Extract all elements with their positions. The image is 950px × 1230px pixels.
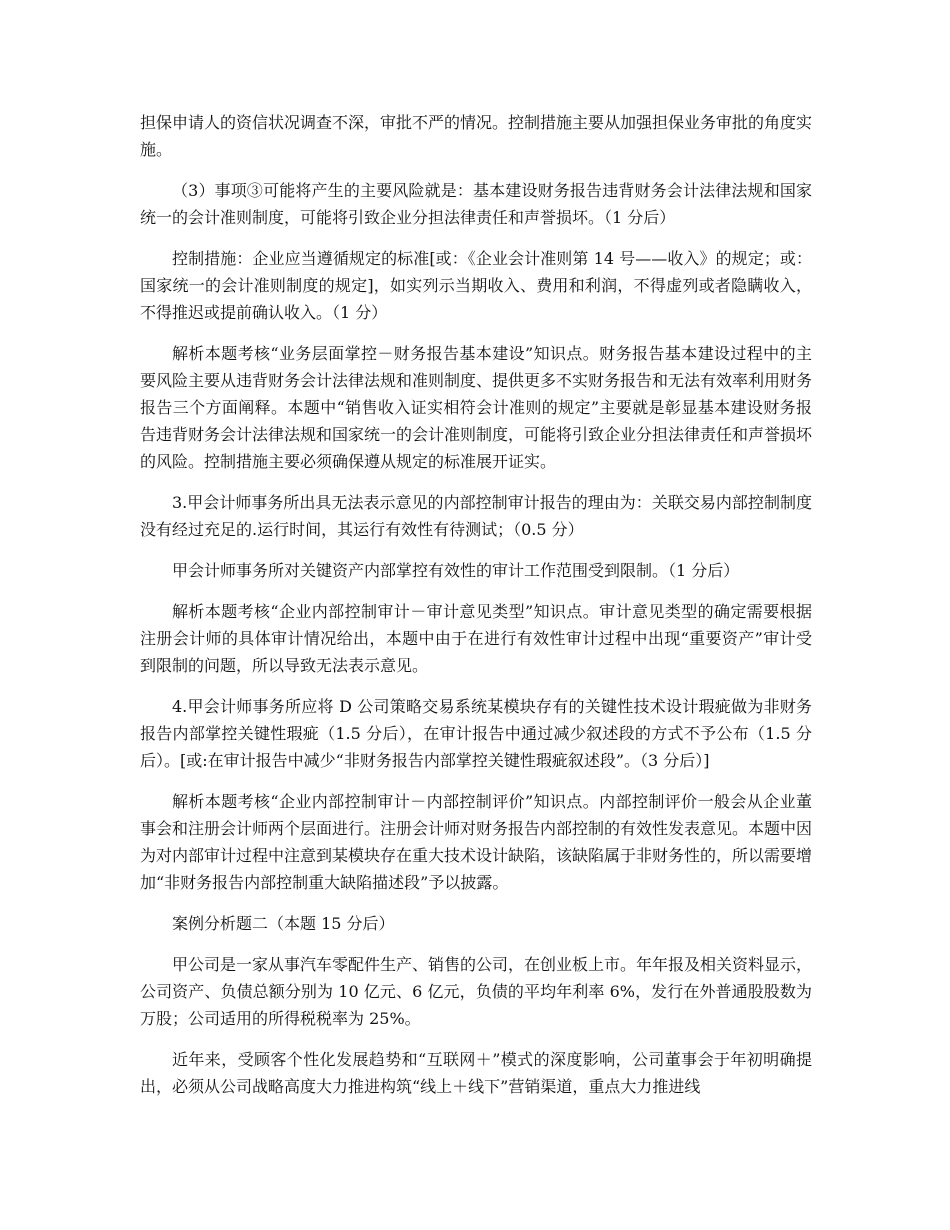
paragraph-item-3-control-measures: 控制措施：企业应当遵循规定的标准[或：《企业会计准则第 14 号——收入》的规定；或：国家统一的会计准则制度的规定]，如实列示当期收入、费用和利润，不得虚列或者隐瞒收入，不得推迟或提前确认收入。（1 分） [140, 249, 812, 322]
paragraph-question-4-analysis: 解析本题考核“企业内部控制审计－内部控制评价”知识点。内部控制评价一般会从企业董事会和注册会计师两个层面进行。注册会计师对财务报告内部控制的有效性发表意见。本题中因为对内部审计过程中注意到某模块存在重大技术设计缺陷，该缺陷属于非财务性的，所以需要增加“非财务报告内部控制重大缺陷描述段”予以披露。 [140, 792, 813, 892]
paragraph-question-3-reason: 3.甲会计师事务所出具无法表示意见的内部控制审计报告的理由为：关联交易内部控制制度没有经过充足的.运行时间，其运行有效性有待测试；（0.5 分） [140, 493, 812, 539]
paragraph-recent-strategy: 近年来，受顾客个性化发展趋势和“互联网＋”模式的深度影响，公司董事会于年初明确提出，必须从公司战略高度大力推进构筑“线上＋线下”营销渠道，重点大力推进线 [140, 1050, 812, 1096]
paragraph-question-3-analysis: 解析本题考核“企业内部控制审计－审计意见类型”知识点。审计意见类型的确定需要根据注册会计师的具体审计情况给出，本题中由于在进行有效性审计过程中出现“重要资产”审计受到限制的问题，所以导致无法表示意见。 [140, 602, 812, 675]
paragraph-question-3-scope-limitation: 甲会计师事务所对关键资产内部掌控有效性的审计工作范围受到限制。（1 分后） [172, 561, 740, 580]
paragraph-item-3-analysis: 解析本题考核“业务层面掌控－财务报告基本建设”知识点。财务报告基本建设过程中的主要风险主要从违背财务会计法律法规和准则制度、提供更多不实财务报告和无法有效率利用财务报告三个方面阐释。本题中“销售收入证实相符会计准则的规定”主要就是彰显基本建设财务报告违背财务会计法律法规和国家统一的会计准则制度，可能将引致企业分担法律责任和声誉损坏的风险。控制措施主要必须确保遵从规定的标准展开证实。 [140, 344, 813, 471]
paragraph-company-background: 甲公司是一家从事汽车零配件生产、销售的公司，在创业板上市。年年报及相关资料显示，公司资产、负债总额分别为 10 亿元、6 亿元，负债的平均年利率 6%，发行在外普通股股数为万股；公司适用的所得税税率为 25%。 [140, 955, 813, 1028]
paragraph-guarantee-review-continuation: 担保申请人的资信状况调查不深，审批不严的情况。控制措施主要从加强担保业务审批的角度实施。 [140, 113, 813, 159]
document-body [140, 109, 812, 1114]
paragraph-question-4-answer: 4.甲会计师事务所应将 D 公司策略交易系统某模块存有的关键性技术设计瑕疵做为非财务报告内部掌控关键性瑕疵（1.5 分后），在审计报告中通过减少叙述段的方式不予公布（1.5 分后）。[或:在审计报告中减少“非财务报告内部掌控关键性瑕疵叙述段”。（3 分后）] [140, 697, 812, 770]
case-analysis-two-heading: 案例分析题二（本题 15 分后） [172, 914, 395, 933]
paragraph-item-3-risk: （3）事项③可能将产生的主要风险就是：基本建设财务报告违背财务会计法律法规和国家统一的会计准则制度，可能将引致企业分担法律责任和声誉损坏。（1 分后） [140, 181, 812, 227]
